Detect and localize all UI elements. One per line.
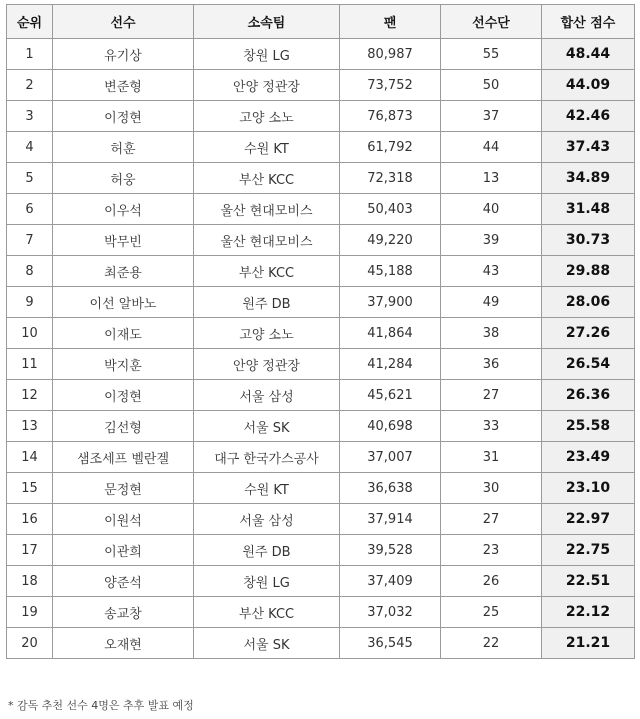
cell-total: 34.89 bbox=[542, 163, 635, 194]
cell-rank: 2 bbox=[7, 70, 53, 101]
cell-fans: 37,007 bbox=[340, 442, 441, 473]
cell-total: 31.48 bbox=[542, 194, 635, 225]
cell-fans: 50,403 bbox=[340, 194, 441, 225]
header-player: 선수 bbox=[53, 5, 194, 39]
footnote: * 감독 추천 선수 4명은 추후 발표 예정 bbox=[8, 699, 194, 712]
cell-rank: 11 bbox=[7, 349, 53, 380]
cell-fans: 72,318 bbox=[340, 163, 441, 194]
cell-players: 22 bbox=[441, 628, 542, 659]
cell-team: 안양 정관장 bbox=[194, 70, 340, 101]
cell-fans: 41,864 bbox=[340, 318, 441, 349]
cell-player: 김선형 bbox=[53, 411, 194, 442]
cell-players: 23 bbox=[441, 535, 542, 566]
cell-team: 대구 한국가스공사 bbox=[194, 442, 340, 473]
table-row bbox=[7, 380, 635, 411]
table-row bbox=[7, 473, 635, 504]
cell-team: 고양 소노 bbox=[194, 101, 340, 132]
cell-player: 문정현 bbox=[53, 473, 194, 504]
cell-fans: 37,409 bbox=[340, 566, 441, 597]
cell-players: 30 bbox=[441, 473, 542, 504]
cell-fans: 40,698 bbox=[340, 411, 441, 442]
table-row bbox=[7, 256, 635, 287]
cell-players: 39 bbox=[441, 225, 542, 256]
table-row bbox=[7, 597, 635, 628]
cell-fans: 45,188 bbox=[340, 256, 441, 287]
cell-team: 안양 정관장 bbox=[194, 349, 340, 380]
cell-players: 27 bbox=[441, 380, 542, 411]
cell-fans: 76,873 bbox=[340, 101, 441, 132]
cell-team: 수원 KT bbox=[194, 132, 340, 163]
cell-fans: 73,752 bbox=[340, 70, 441, 101]
table-row bbox=[7, 287, 635, 318]
cell-player: 최준용 bbox=[53, 256, 194, 287]
cell-players: 38 bbox=[441, 318, 542, 349]
cell-total: 22.75 bbox=[542, 535, 635, 566]
cell-total: 30.73 bbox=[542, 225, 635, 256]
cell-rank: 4 bbox=[7, 132, 53, 163]
cell-total: 25.58 bbox=[542, 411, 635, 442]
table-row bbox=[7, 535, 635, 566]
cell-player: 유기상 bbox=[53, 39, 194, 70]
cell-rank: 9 bbox=[7, 287, 53, 318]
cell-rank: 15 bbox=[7, 473, 53, 504]
cell-total: 29.88 bbox=[542, 256, 635, 287]
cell-rank: 7 bbox=[7, 225, 53, 256]
cell-rank: 14 bbox=[7, 442, 53, 473]
cell-team: 원주 DB bbox=[194, 287, 340, 318]
cell-player: 박무빈 bbox=[53, 225, 194, 256]
header-fans: 팬 bbox=[340, 5, 441, 39]
cell-team: 고양 소노 bbox=[194, 318, 340, 349]
cell-rank: 8 bbox=[7, 256, 53, 287]
cell-total: 42.46 bbox=[542, 101, 635, 132]
cell-player: 이우석 bbox=[53, 194, 194, 225]
cell-total: 26.36 bbox=[542, 380, 635, 411]
table-row bbox=[7, 39, 635, 70]
cell-total: 22.51 bbox=[542, 566, 635, 597]
cell-players: 31 bbox=[441, 442, 542, 473]
cell-team: 서울 SK bbox=[194, 411, 340, 442]
cell-rank: 6 bbox=[7, 194, 53, 225]
cell-players: 40 bbox=[441, 194, 542, 225]
cell-rank: 20 bbox=[7, 628, 53, 659]
cell-fans: 36,638 bbox=[340, 473, 441, 504]
cell-team: 부산 KCC bbox=[194, 597, 340, 628]
cell-fans: 37,032 bbox=[340, 597, 441, 628]
table-row bbox=[7, 225, 635, 256]
cell-players: 36 bbox=[441, 349, 542, 380]
cell-player: 이선 알바노 bbox=[53, 287, 194, 318]
header-rank: 순위 bbox=[7, 5, 53, 39]
table-row bbox=[7, 318, 635, 349]
table-row bbox=[7, 101, 635, 132]
ranking-table bbox=[6, 4, 635, 659]
cell-team: 부산 KCC bbox=[194, 163, 340, 194]
cell-rank: 1 bbox=[7, 39, 53, 70]
cell-team: 원주 DB bbox=[194, 535, 340, 566]
cell-players: 13 bbox=[441, 163, 542, 194]
cell-rank: 17 bbox=[7, 535, 53, 566]
cell-fans: 39,528 bbox=[340, 535, 441, 566]
cell-player: 이재도 bbox=[53, 318, 194, 349]
cell-total: 48.44 bbox=[542, 39, 635, 70]
cell-fans: 37,900 bbox=[340, 287, 441, 318]
cell-player: 양준석 bbox=[53, 566, 194, 597]
cell-total: 23.10 bbox=[542, 473, 635, 504]
cell-players: 50 bbox=[441, 70, 542, 101]
cell-total: 27.26 bbox=[542, 318, 635, 349]
table-row bbox=[7, 132, 635, 163]
table-row bbox=[7, 628, 635, 659]
cell-fans: 37,914 bbox=[340, 504, 441, 535]
cell-players: 26 bbox=[441, 566, 542, 597]
cell-player: 송교창 bbox=[53, 597, 194, 628]
cell-player: 박지훈 bbox=[53, 349, 194, 380]
cell-total: 44.09 bbox=[542, 70, 635, 101]
cell-players: 49 bbox=[441, 287, 542, 318]
cell-rank: 19 bbox=[7, 597, 53, 628]
cell-player: 허훈 bbox=[53, 132, 194, 163]
header-team: 소속팀 bbox=[194, 5, 340, 39]
cell-total: 28.06 bbox=[542, 287, 635, 318]
cell-players: 27 bbox=[441, 504, 542, 535]
table-body bbox=[7, 39, 635, 659]
cell-fans: 36,545 bbox=[340, 628, 441, 659]
cell-team: 수원 KT bbox=[194, 473, 340, 504]
header-players: 선수단 bbox=[441, 5, 542, 39]
cell-team: 서울 삼성 bbox=[194, 504, 340, 535]
table-row bbox=[7, 163, 635, 194]
table-row bbox=[7, 194, 635, 225]
cell-player: 이원석 bbox=[53, 504, 194, 535]
cell-total: 22.97 bbox=[542, 504, 635, 535]
cell-player: 변준형 bbox=[53, 70, 194, 101]
cell-rank: 3 bbox=[7, 101, 53, 132]
cell-player: 오재현 bbox=[53, 628, 194, 659]
cell-players: 25 bbox=[441, 597, 542, 628]
table-row bbox=[7, 566, 635, 597]
cell-fans: 61,792 bbox=[340, 132, 441, 163]
cell-total: 22.12 bbox=[542, 597, 635, 628]
cell-fans: 80,987 bbox=[340, 39, 441, 70]
cell-rank: 12 bbox=[7, 380, 53, 411]
cell-team: 창원 LG bbox=[194, 39, 340, 70]
cell-total: 23.49 bbox=[542, 442, 635, 473]
cell-rank: 5 bbox=[7, 163, 53, 194]
cell-players: 37 bbox=[441, 101, 542, 132]
cell-fans: 45,621 bbox=[340, 380, 441, 411]
cell-fans: 41,284 bbox=[340, 349, 441, 380]
table-header-row bbox=[7, 5, 635, 39]
header-total: 합산 점수 bbox=[542, 5, 635, 39]
cell-rank: 16 bbox=[7, 504, 53, 535]
cell-total: 37.43 bbox=[542, 132, 635, 163]
cell-team: 창원 LG bbox=[194, 566, 340, 597]
table-row bbox=[7, 504, 635, 535]
cell-total: 26.54 bbox=[542, 349, 635, 380]
cell-player: 허웅 bbox=[53, 163, 194, 194]
cell-rank: 18 bbox=[7, 566, 53, 597]
cell-total: 21.21 bbox=[542, 628, 635, 659]
table-row bbox=[7, 411, 635, 442]
cell-rank: 10 bbox=[7, 318, 53, 349]
cell-player: 이관희 bbox=[53, 535, 194, 566]
table-row bbox=[7, 70, 635, 101]
cell-players: 55 bbox=[441, 39, 542, 70]
cell-player: 샘조세프 벨란겔 bbox=[53, 442, 194, 473]
table-row bbox=[7, 442, 635, 473]
cell-rank: 13 bbox=[7, 411, 53, 442]
cell-players: 33 bbox=[441, 411, 542, 442]
cell-players: 44 bbox=[441, 132, 542, 163]
table-row bbox=[7, 349, 635, 380]
cell-team: 울산 현대모비스 bbox=[194, 225, 340, 256]
cell-player: 이정현 bbox=[53, 380, 194, 411]
cell-fans: 49,220 bbox=[340, 225, 441, 256]
cell-players: 43 bbox=[441, 256, 542, 287]
cell-team: 서울 삼성 bbox=[194, 380, 340, 411]
cell-team: 울산 현대모비스 bbox=[194, 194, 340, 225]
cell-team: 부산 KCC bbox=[194, 256, 340, 287]
cell-player: 이정현 bbox=[53, 101, 194, 132]
cell-team: 서울 SK bbox=[194, 628, 340, 659]
